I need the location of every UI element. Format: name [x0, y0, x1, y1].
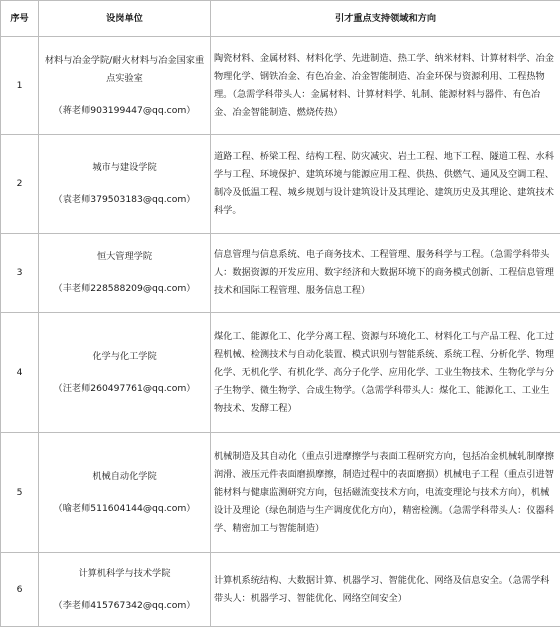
- unit-name: 恒大管理学院: [96, 251, 153, 262]
- unit-cell: [39, 135, 211, 234]
- unit-cell: [39, 37, 211, 135]
- unit-cell: [39, 433, 211, 553]
- row-number: 6: [1, 553, 39, 627]
- table-row: [1, 234, 560, 313]
- support-area: 煤化工、能源化工、化学分离工程、资源与环境化工、材料化工与产品工程、化工过程机械、检测技术与自动化装置、模式识别与智能系统、系统工程、分析化学、物理化学、无机化学、有机化学、高分子化学、应用化学、工业生物技术、生物化学与分子生物学、微生物学、合成生物学。（急需学科带头人：煤化工、能源化工、工业生物技术、发酵工程）: [211, 313, 560, 433]
- header-unit: 设岗单位: [39, 1, 211, 37]
- unit-name: 材料与冶金学院/耐火材料与冶金国家重点实验室: [44, 54, 205, 84]
- support-area: 道路工程、桥梁工程、结构工程、防灾减灾、岩土工程、地下工程、隧道工程、水科学与工程、环境保护、建筑环境与能源应用工程、供热、供燃气、通风及空调工程、制冷及低温工程、城乡规划与设计建筑设计及其理论、建筑历史及其理论、建筑技术科学。: [211, 135, 560, 234]
- support-area: 陶瓷材料、金属材料、材料化学、先进制造、热工学、纳米材料、计算材料学、冶金物理化学、钢铁冶金、有色冶金、冶金智能制造、冶金环保与资源利用、工程热物理。（急需学科带头人：金属材料、计算材料学、轧制、能源材料与器件、有色冶金、冶金智能制造、燃烧传热）: [211, 37, 560, 135]
- row-number: 5: [1, 433, 39, 553]
- contact-email: （蒋老师903199447@qq.com）: [53, 104, 196, 116]
- contact-email: （袁老师379503183@qq.com）: [53, 194, 196, 205]
- row-number: 3: [1, 234, 39, 313]
- header-area: 引才重点支持领域和方向: [211, 1, 560, 37]
- unit-cell: [39, 234, 211, 313]
- contact-email: （汪老师260497761@qq.com）: [53, 382, 196, 394]
- table-row: [1, 433, 560, 553]
- support-area: 机械制造及其自动化（重点引进摩擦学与表面工程研究方向，包括冶金机械轧制摩擦润滑、液压元件表面磨损摩擦，制造过程中的表面磨损）机械电子工程（重点引进智能材料与健康监测研究方向，包括磁流变技术方向，电流变理论与技术方向），机械设计及理论（绿色制造与生产调度优化方向），精密检测。（急需学科带头人：仪器科学、精密加工与智能制造）: [211, 433, 560, 553]
- table-row: [1, 37, 560, 135]
- unit-cell: [39, 313, 211, 433]
- contact-email: （喻老师511604144@qq.com）: [53, 502, 196, 514]
- unit-name: 计算机科学与技术学院: [78, 567, 171, 579]
- table-row: [1, 135, 560, 234]
- table-row: [1, 553, 560, 627]
- row-number: 2: [1, 135, 39, 234]
- header-row: [1, 1, 560, 37]
- unit-cell: [39, 553, 211, 627]
- unit-name: 机械自动化学院: [92, 470, 157, 482]
- contact-email: （丰老师228588209@qq.com）: [53, 283, 196, 294]
- header-no: 序号: [1, 1, 39, 37]
- support-area: 信息管理与信息系统、电子商务技术、工程管理、服务科学与工程。（急需学科带头人：数据资源的开发应用、数字经济和大数据环境下的商务模式创新、工程信息管理技术和国际工程管理、服务信息工程）: [211, 234, 560, 313]
- unit-name: 化学与化工学院: [92, 350, 157, 362]
- contact-email: （李老师415767342@qq.com）: [53, 599, 196, 611]
- unit-name: 城市与建设学院: [92, 162, 157, 173]
- support-area: 计算机系统结构、大数据计算、机器学习、智能优化、网络及信息安全。（急需学科带头人：机器学习、智能优化、网络空间安全）: [211, 553, 560, 627]
- row-number: 1: [1, 37, 39, 135]
- table-row: [1, 313, 560, 433]
- row-number: 4: [1, 313, 39, 433]
